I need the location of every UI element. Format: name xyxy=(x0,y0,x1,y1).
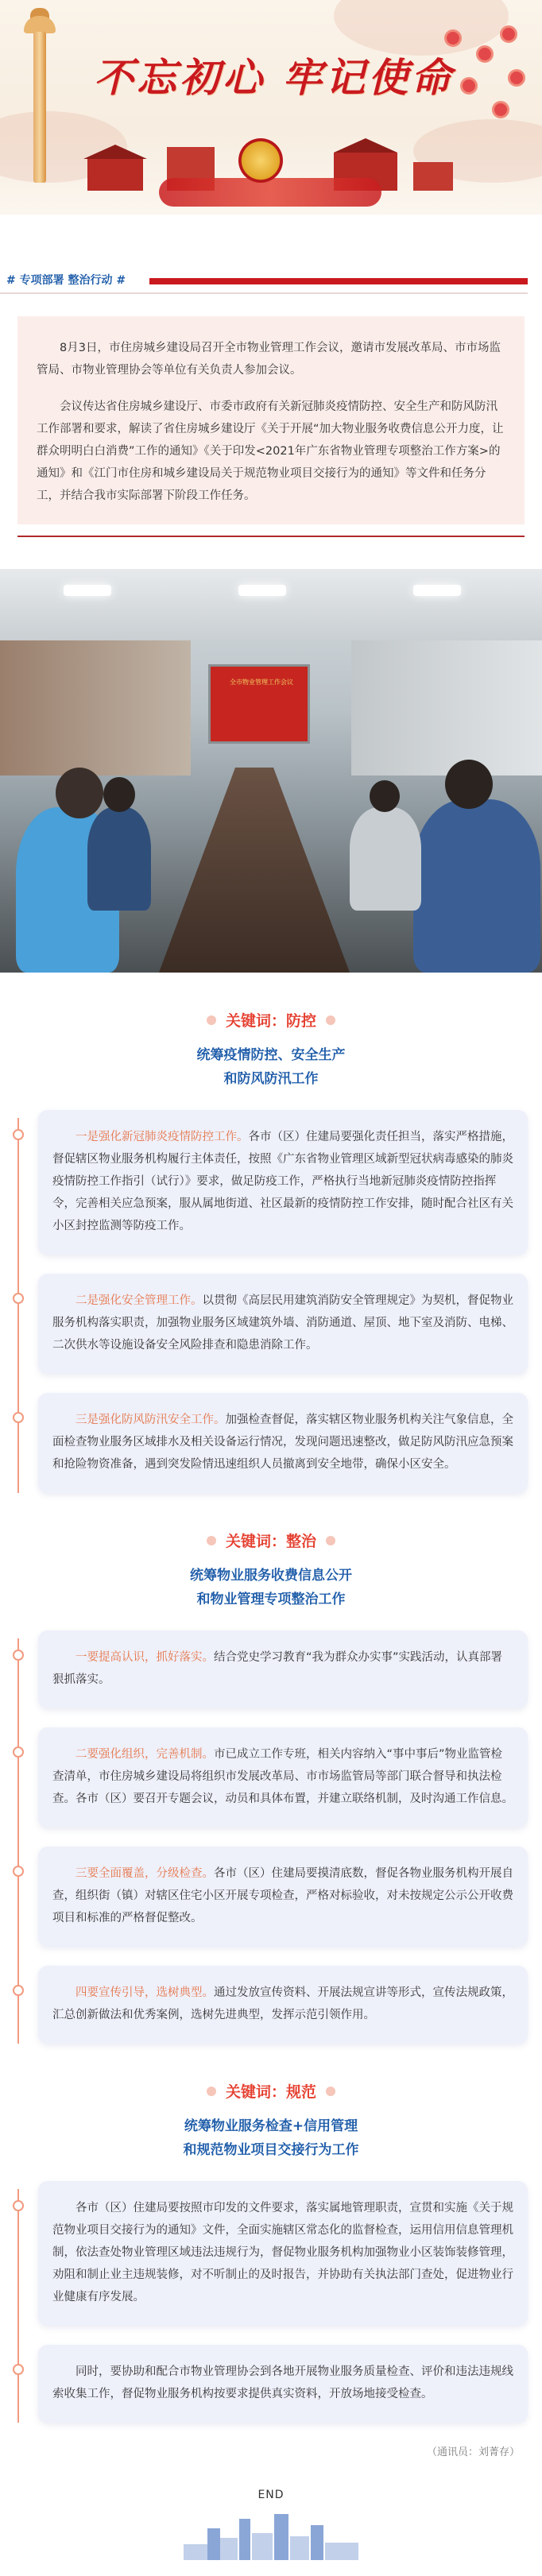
header-banner xyxy=(0,0,542,215)
keyword-header xyxy=(0,1530,542,1611)
timeline xyxy=(13,1630,528,2044)
timeline-item xyxy=(38,1727,528,1828)
keyword-badge: 关键词：防控 xyxy=(211,1009,331,1031)
keyword-header xyxy=(0,1009,542,1091)
timeline-dot-icon xyxy=(13,2200,24,2211)
timeline-item xyxy=(38,2345,528,2423)
content-card: 三要全面覆盖，分级检查。各市（区）住建局要摸清底数，督促各物业服务机构开展自查，组织街（镇）对辖区住宅小区开展专项检查，严格对标验收，对未按规定公示公开收费项目和标准的严格督促整改。 xyxy=(38,1847,528,1947)
attendee xyxy=(413,799,540,973)
section-tag-label: # 专项部署 整治行动 # xyxy=(6,274,126,287)
timeline xyxy=(13,1110,528,1493)
end-mark: END xyxy=(257,2489,285,2501)
plum-blossom-icon xyxy=(431,24,526,151)
content-card: 二是强化安全管理工作。以贯彻《高层民用建筑消防安全管理规定》为契机，督促物业服务机构落实职责，加强物业服务区域建筑外墙、消防通道、屋顶、地下室及消防、电梯、二次供水等设施设备安全风险排查和隐患消除工作。 xyxy=(38,1274,528,1374)
attendee xyxy=(350,807,421,911)
section-title: 统筹物业服务收费信息公开 和物业管理专项整治工作 xyxy=(190,1568,352,1607)
timeline xyxy=(13,2181,528,2423)
section-title: 统筹物业服务检查+信用管理 和规范物业项目交接行为工作 xyxy=(183,2118,359,2158)
attendee xyxy=(87,807,151,911)
timeline-item xyxy=(38,1393,528,1493)
conference-table xyxy=(159,768,350,973)
timeline-item xyxy=(38,1966,528,2044)
timeline-dot-icon xyxy=(13,1746,24,1758)
section-title: 统筹疫情防控、安全生产 和防风防汛工作 xyxy=(196,1047,346,1087)
red-ribbon-icon xyxy=(159,178,381,207)
timeline-dot-icon xyxy=(13,1650,24,1661)
content-card: 各市（区）住建局要按照市印发的文件要求，落实属地管理职责，宣贯和实施《关于规范物业项目交接行为的通知》文件，全面实施辖区常态化的监督检查，运用信用信息管理机制，依法查处物业管理区域违法违规行为，督促物业服务机构加强物业小区装饰装修管理，劝阻和制止业主违规装修，对不听制止的及时报告，并协助有关执法部门查处，促进物业行业健康有序发展。 xyxy=(38,2181,528,2326)
projector-screen xyxy=(208,664,310,744)
timeline-dot-icon xyxy=(13,1129,24,1140)
content-card: 二要强化组织，完善机制。市已成立工作专班，相关内容纳入“事中事后”物业监管检查清单，市住房城乡建设局将组织市发展改革局、市市场监管局等部门联合督导和执法检查。各市（区）要召开专题会议，动员和具体布置，并建立联络机制，及时沟通工作信息。 xyxy=(38,1727,528,1828)
timeline-item xyxy=(38,2181,528,2326)
intro-divider xyxy=(17,536,525,537)
screen-caption: 全市物业管理工作会议 xyxy=(230,679,293,686)
timeline-item xyxy=(38,1274,528,1374)
content-card: 三是强化防风防汛安全工作。加强检查督促，落实辖区物业服务机构关注气象信息，全面检查物业服务区域排水及相关设备运行情况，发现问题迅速整改，做足防风防汛应急预案和抢险物资准备，遇到突发险情迅速组织人员撤离到安全地带，确保小区安全。 xyxy=(38,1393,528,1493)
banner-slogan: 不忘初心 牢记使命 xyxy=(94,54,455,101)
timeline-dot-icon xyxy=(13,2364,24,2375)
huabiao-pillar-icon xyxy=(24,8,56,191)
intro-box xyxy=(17,316,525,524)
timeline-dot-icon xyxy=(13,1293,24,1304)
keyword-badge: 关键词：规范 xyxy=(211,2080,331,2102)
content-card: 同时，要协助和配合市物业管理协会到各地开展物业服务质量检查、评价和违法违规线索收集工作，督促物业服务机构按要求提供真实资料，开放场地接受检查。 xyxy=(38,2345,528,2423)
timeline-dot-icon xyxy=(13,1866,24,1877)
timeline-item xyxy=(38,1847,528,1947)
meeting-photo xyxy=(0,569,542,973)
content-card: 一是强化新冠肺炎疫情防控工作。各市（区）住建局要强化责任担当，落实严格措施，督促辖区物业服务机构履行主体责任，按照《广东省物业管理区域新型冠状病毒感染的肺炎疫情防控工作指引（试行）》要求，做足防疫工作，严格执行当地新冠肺炎疫情防控指挥令，完善相关应急预案，服从属地街道、社区最新的疫情防控工作安排，随时配合社区有关小区封控监测等防疫工作。 xyxy=(38,1110,528,1255)
keyword-badge: 关键词：整治 xyxy=(211,1530,331,1551)
section-tag xyxy=(0,267,542,299)
party-emblem-icon xyxy=(238,138,283,183)
section-tag-bar xyxy=(149,278,528,284)
timeline-dot-icon xyxy=(13,1985,24,1996)
timeline-dot-icon xyxy=(13,1412,24,1423)
intro-paragraph: 8月3日，市住房城乡建设局召开全市物业管理工作会议，邀请市发展改革局、市市场监管局、市物业管理协会等单位有关负责人参加会议。 xyxy=(37,342,501,377)
timeline-item xyxy=(38,1110,528,1255)
content-card: 四要宣传引导，选树典型。通过发放宣传资料、开展法规宣讲等形式，宣传法规政策，汇总创新做法和优秀案例，选树先进典型，发挥示范引领作用。 xyxy=(38,1966,528,2044)
content-card: 一要提高认识，抓好落实。结合党史学习教育“我为群众办实事”实践活动，认真部署狠抓落实。 xyxy=(38,1630,528,1708)
keyword-header xyxy=(0,2080,542,2162)
reporter-credit: （通讯员：刘菁存） xyxy=(426,2446,520,2458)
timeline-item xyxy=(38,1630,528,1708)
intro-paragraph: 会议传达省住房城乡建设厅、市委市政府有关新冠肺炎疫情防控、安全生产和防风防汛工作部署和要求，解读了省住房城乡建设厅《关于开展“加大物业服务收费信息公开力度，让群众明明白白消费”工作的通知》《关于印发<2021年广东省物业管理专项整治工作方案>的通知》和《江门市住房和城乡建设局关于规范物业项目交接行为的通知》等文件和任务分工，并结合我市实际部署下阶段工作任务。 xyxy=(37,400,504,502)
